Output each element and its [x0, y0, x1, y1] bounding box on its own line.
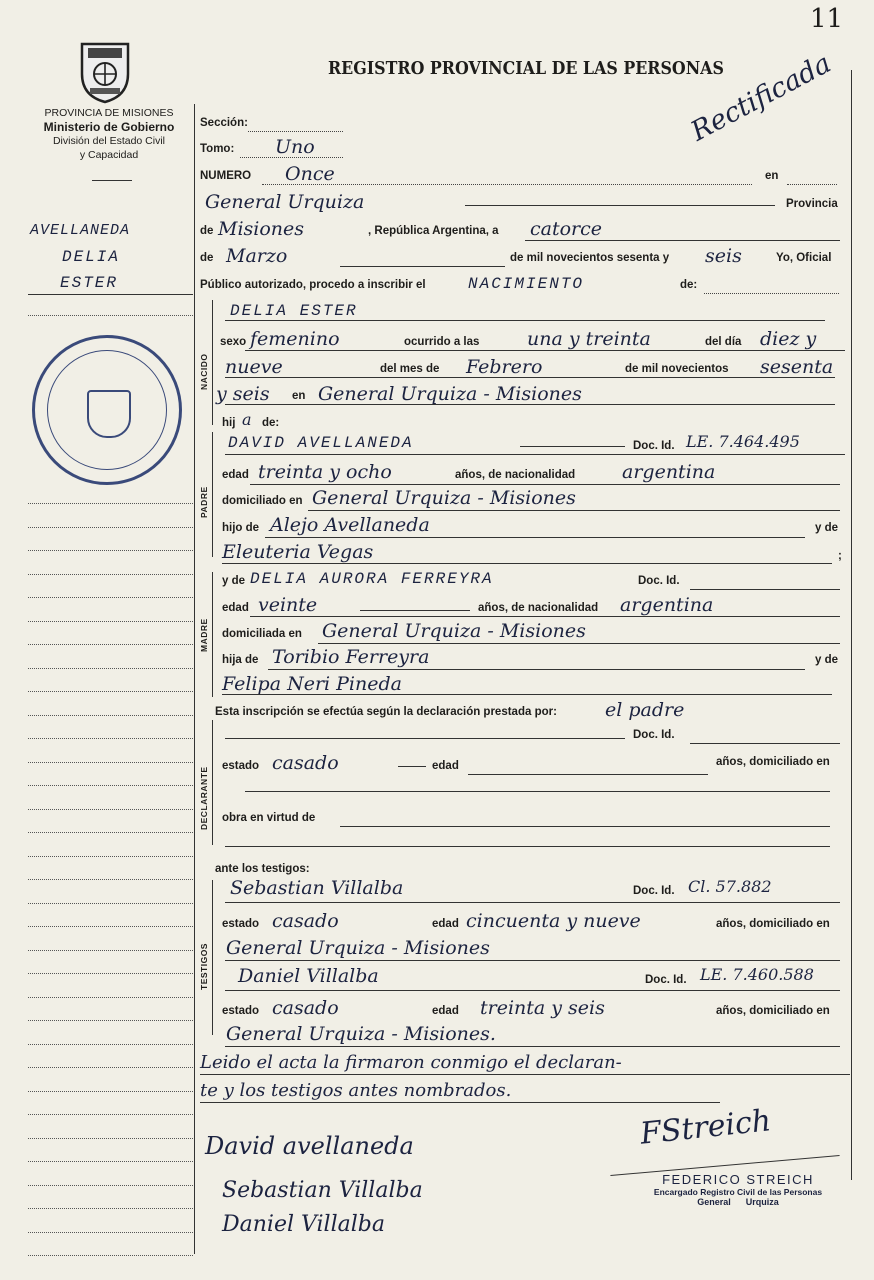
testigo2-domicilio: General Urquiza - Misiones. [226, 1023, 496, 1045]
firma-testigo1: Sebastian Villalba [222, 1178, 423, 1203]
sidebar-ruled-line [28, 644, 193, 645]
sidebar-ruled-line [28, 1232, 193, 1233]
sidebar-ruled-line [28, 597, 193, 598]
nacido-anio-cont: y seis [216, 383, 270, 405]
padre-madre: Eleuteria Vegas [222, 541, 374, 563]
lugar-value: General Urquiza [205, 191, 365, 213]
ministry-capacity: y Capacidad [79, 149, 139, 161]
label-hijo-de: hijo de [222, 522, 260, 534]
label-anos-dom-declarante: años, domiciliado en [716, 756, 830, 768]
nacido-hij: a [242, 410, 252, 429]
padre-edad: treinta y ocho [258, 461, 392, 483]
sidebar-ruled-line [28, 668, 193, 669]
label-anos-dom-testigo2: años, domiciliado en [716, 1005, 830, 1017]
label-seccion: Sección: [200, 117, 248, 129]
acto-value: NACIMIENTO [468, 275, 585, 293]
nacido-lugar: General Urquiza - Misiones [318, 383, 582, 405]
sidebar-ruled-line [28, 1161, 193, 1162]
nacido-nombre: DELIA ESTER [230, 302, 358, 320]
label-domiciliada: domiciliada en [222, 628, 302, 640]
stamp-nombre: FEDERICO STREICH [662, 1172, 814, 1187]
tab-padre: PADRE [199, 486, 209, 518]
sidebar-ruled-line [28, 997, 193, 998]
sidebar-ruled-line [28, 1255, 193, 1256]
label-provincia: Provincia [786, 198, 838, 210]
label-obra: obra en virtud de [222, 812, 316, 824]
label-hij: hij [222, 417, 236, 429]
nacido-dia: diez y [760, 328, 817, 350]
testigo1-domicilio: General Urquiza - Misiones [226, 937, 490, 959]
label-inscripcion: Esta inscripción se efectúa según la declaración prestada por: [215, 706, 557, 718]
sidebar-ruled-line [28, 785, 193, 786]
label-del-mes: del mes de [380, 363, 440, 375]
stamp-cargo: Encargado Registro Civil de las Personas [653, 1187, 823, 1197]
label-edad-testigo1: edad [432, 918, 459, 930]
label-doc-padre: Doc. Id. [633, 440, 675, 452]
padre-nacionalidad: argentina [622, 461, 716, 483]
tab-nacido: NACIDO [199, 353, 209, 390]
numero-value: Once [285, 163, 335, 185]
anio-inscripcion: seis [705, 245, 742, 267]
stamp-lugar2: Urquiza [745, 1197, 779, 1207]
padre-doc: LE. 7.464.495 [686, 432, 800, 451]
label-estado-declarante: estado [222, 760, 260, 772]
firma-oficial: FStreich [638, 1103, 773, 1152]
madre-padre: Toribio Ferreyra [272, 646, 430, 668]
sidebar-ruled-line [28, 1020, 193, 1021]
label-estado-testigo2: estado [222, 1005, 260, 1017]
label-yo-oficial: Yo, Oficial [776, 252, 832, 264]
sidebar-ruled-line [28, 1138, 193, 1139]
mes-inscripcion: Marzo [226, 245, 288, 267]
label-doc-declarante: Doc. Id. [633, 729, 675, 741]
label-de-hij: de: [262, 417, 280, 429]
sidebar-ruled-line [28, 621, 193, 622]
oficial-stamp [628, 1172, 848, 1207]
sidebar-ruled-line [28, 527, 193, 528]
semicolon: ; [838, 550, 842, 562]
sidebar-name2: ESTER [60, 274, 119, 292]
sidebar-ruled-line [28, 762, 193, 763]
ministry-name: Ministerio de Gobierno [43, 120, 175, 134]
ministry-province: PROVINCIA DE MISIONES [44, 107, 174, 119]
label-y-de-madre2: y de [815, 654, 839, 666]
padre-domicilio: General Urquiza - Misiones [312, 487, 576, 509]
sidebar-ruled-line [28, 1208, 193, 1209]
label-republica: , República Argentina, a [368, 225, 499, 237]
label-de-2: de [200, 252, 214, 264]
label-y-de-padre: y de [815, 522, 839, 534]
sidebar-ruled-line [28, 738, 193, 739]
madre-edad: veinte [258, 594, 318, 616]
label-en: en [765, 170, 779, 182]
label-edad-declarante: edad [432, 760, 459, 772]
provincia-value: Misiones [218, 218, 305, 240]
dia-inscripcion: catorce [530, 218, 603, 240]
label-domiciliado-padre: domiciliado en [222, 495, 303, 507]
label-doc-testigo2: Doc. Id. [645, 974, 687, 986]
testigo2-estado: casado [272, 997, 339, 1019]
label-doc-testigo1: Doc. Id. [633, 885, 675, 897]
label-de-1: de [200, 225, 214, 237]
sidebar-ruled-line [28, 950, 193, 951]
label-y-de-madre: y de [222, 575, 246, 587]
testigo2-doc: LE. 7.460.588 [700, 965, 814, 984]
testigo1-nombre: Sebastian Villalba [230, 877, 404, 899]
label-anos-nac-padre: años, de nacionalidad [455, 469, 576, 481]
sidebar-ruled-line [28, 1091, 193, 1092]
label-del-dia: del día [705, 336, 742, 348]
page-number: 11 [810, 4, 844, 34]
sidebar-ruled-line [28, 1185, 193, 1186]
page-title: REGISTRO PROVINCIAL DE LAS PERSONAS [328, 58, 724, 79]
testigo2-nombre: Daniel Villalba [238, 965, 379, 987]
label-ocurrido: ocurrido a las [404, 336, 480, 348]
firma-testigo2: Daniel Villalba [222, 1212, 385, 1237]
rectificada-stamp: Rectificada [686, 47, 837, 148]
label-edad-padre: edad [222, 469, 249, 481]
sidebar-ruled-line [28, 574, 193, 575]
label-anos-nac-madre: años, de nacionalidad [478, 602, 599, 614]
label-anos-dom-testigo1: años, domiciliado en [716, 918, 830, 930]
label-tomo: Tomo: [200, 143, 235, 155]
label-edad-madre: edad [222, 602, 249, 614]
label-sexo: sexo [220, 336, 247, 348]
sidebar-ruled-line [28, 973, 193, 974]
sidebar-ruled-line [28, 809, 193, 810]
label-ante: ante los testigos: [215, 863, 310, 875]
testigo1-edad: cincuenta y nueve [466, 910, 641, 932]
nacido-dia-cont: nueve [225, 356, 283, 378]
firma-padre: David avellaneda [205, 1132, 414, 1160]
sidebar-ruled-line [28, 315, 193, 316]
coat-of-arms-icon [76, 38, 134, 104]
label-hija-de: hija de [222, 654, 259, 666]
label-mil-sesenta: de mil novecientos sesenta y [510, 252, 670, 264]
testigo1-doc: Cl. 57.882 [688, 877, 772, 896]
nacido-anio: sesenta [760, 356, 834, 378]
sidebar-ruled-line [28, 1044, 193, 1045]
cierre-linea1: Leido el acta la firmaron conmigo el declaran- [200, 1052, 622, 1073]
sidebar-ruled-line [28, 903, 193, 904]
ministry-division: División del Estado Civil [52, 135, 166, 147]
sidebar-ruled-line [28, 715, 193, 716]
sidebar-ruled-line [28, 691, 193, 692]
cierre-linea2: te y los testigos antes nombrados. [200, 1080, 512, 1101]
sidebar-name1: DELIA [62, 248, 121, 266]
sidebar-ruled-line [28, 879, 193, 880]
padre-padre: Alejo Avellaneda [270, 514, 430, 536]
declarante-estado: casado [272, 752, 339, 774]
tab-declarante: DECLARANTE [199, 766, 209, 830]
label-numero: NUMERO [200, 170, 252, 182]
label-doc-madre: Doc. Id. [638, 575, 680, 587]
label-publico: Público autorizado, procedo a inscribir el [200, 279, 426, 291]
nacido-sexo: femenino [250, 328, 340, 350]
tab-madre: MADRE [199, 618, 209, 652]
sidebar-surname: AVELLANEDA [30, 222, 131, 239]
madre-madre: Felipa Neri Pineda [222, 673, 402, 695]
sidebar-ruled-line [28, 550, 193, 551]
sidebar-ruled-line [28, 1067, 193, 1068]
label-de-mil: de mil novecientos [625, 363, 729, 375]
testigo1-estado: casado [272, 910, 339, 932]
nacido-mes: Febrero [466, 356, 543, 378]
tomo-value: Uno [275, 136, 315, 158]
madre-domicilio: General Urquiza - Misiones [322, 620, 586, 642]
testigo2-edad: treinta y seis [480, 997, 605, 1019]
declarante-por: el padre [605, 699, 685, 721]
sidebar-ruled-line [28, 832, 193, 833]
sidebar-ruled-line [28, 856, 193, 857]
label-edad-testigo2: edad [432, 1005, 459, 1017]
tab-testigos: TESTIGOS [199, 943, 209, 990]
sidebar-ruled-line [28, 926, 193, 927]
madre-nombre: DELIA AURORA FERREYRA [250, 570, 494, 588]
madre-nacionalidad: argentina [620, 594, 714, 616]
sidebar-ruled-line [28, 1114, 193, 1115]
label-en-nacido: en [292, 390, 306, 402]
padre-nombre: DAVID AVELLANEDA [228, 434, 414, 452]
label-estado-testigo1: estado [222, 918, 260, 930]
label-de-colon: de: [680, 279, 698, 291]
official-seal [32, 335, 182, 485]
nacido-hora: una y treinta [527, 328, 651, 350]
stamp-lugar1: General [697, 1197, 731, 1207]
